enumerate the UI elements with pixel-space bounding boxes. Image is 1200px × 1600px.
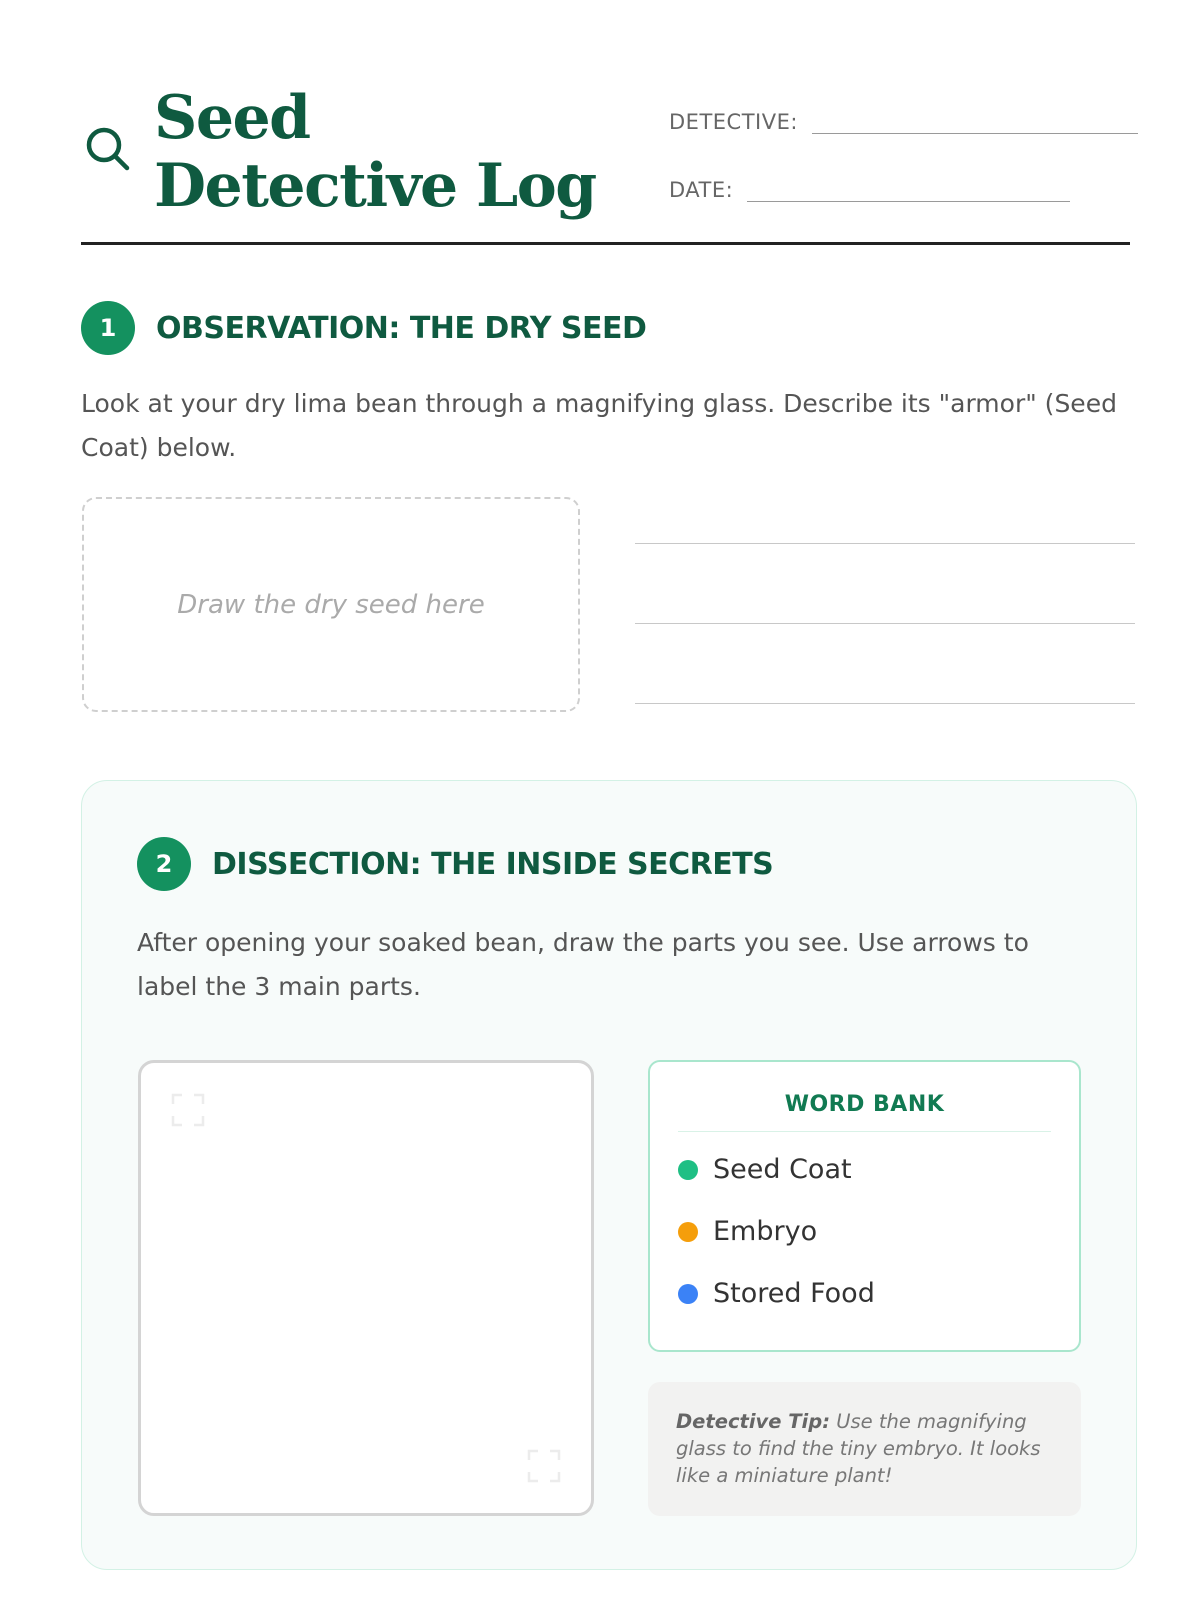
section-2-instructions: After opening your soaked bean, draw the parts you see. Use arrows to label the 3 main parts. [137, 928, 1029, 1001]
corner-bracket-icon [171, 1093, 205, 1127]
word-bank-label: Seed Coat [713, 1154, 852, 1185]
worksheet-header [81, 80, 1130, 245]
dry-seed-drawing-area[interactable] [82, 497, 580, 712]
section-1-title: OBSERVATION: THE DRY SEED [156, 310, 647, 346]
section-dissection [81, 780, 1137, 1570]
detective-field [669, 110, 1138, 134]
date-field [669, 178, 1070, 202]
tip-text: Use the magnifying glass to find the tiny embryo. It looks like a miniature plant! [676, 1410, 1041, 1487]
tip-label: Detective Tip: [676, 1410, 830, 1433]
description-write-line[interactable] [635, 703, 1135, 704]
word-bank [648, 1060, 1081, 1352]
detective-tip [648, 1382, 1081, 1516]
detective-write-line[interactable] [812, 114, 1138, 134]
detective-label: DETECTIVE: [669, 110, 798, 134]
description-write-line[interactable] [635, 543, 1135, 544]
word-bank-label: Stored Food [713, 1278, 875, 1309]
seed-coat-dot-icon [678, 1160, 698, 1180]
date-label: DATE: [669, 178, 734, 202]
step-number-badge: 2 [137, 837, 191, 891]
word-bank-title: WORD BANK [678, 1092, 1051, 1132]
step-number-badge: 1 [81, 301, 135, 355]
embryo-dot-icon [678, 1222, 698, 1242]
date-write-line[interactable] [747, 182, 1070, 202]
description-write-line[interactable] [635, 623, 1135, 624]
stored-food-dot-icon [678, 1284, 698, 1304]
word-bank-item [678, 1154, 852, 1185]
word-bank-label: Embryo [713, 1216, 818, 1247]
section-2-heading [137, 837, 773, 891]
drawing-placeholder: Draw the dry seed here [177, 589, 485, 620]
section-1-instructions: Look at your dry lima bean through a magnifying glass. Describe its "armor" (Seed Coat) below. [81, 389, 1117, 462]
word-bank-item [678, 1216, 817, 1247]
section-2-title: DISSECTION: THE INSIDE SECRETS [212, 846, 774, 882]
search-icon [85, 126, 131, 172]
page-title: Seed Detective Log [154, 83, 596, 221]
dissection-drawing-area[interactable] [138, 1060, 594, 1516]
word-bank-item [678, 1278, 875, 1309]
section-1-heading [81, 301, 646, 355]
corner-bracket-icon [527, 1449, 561, 1483]
